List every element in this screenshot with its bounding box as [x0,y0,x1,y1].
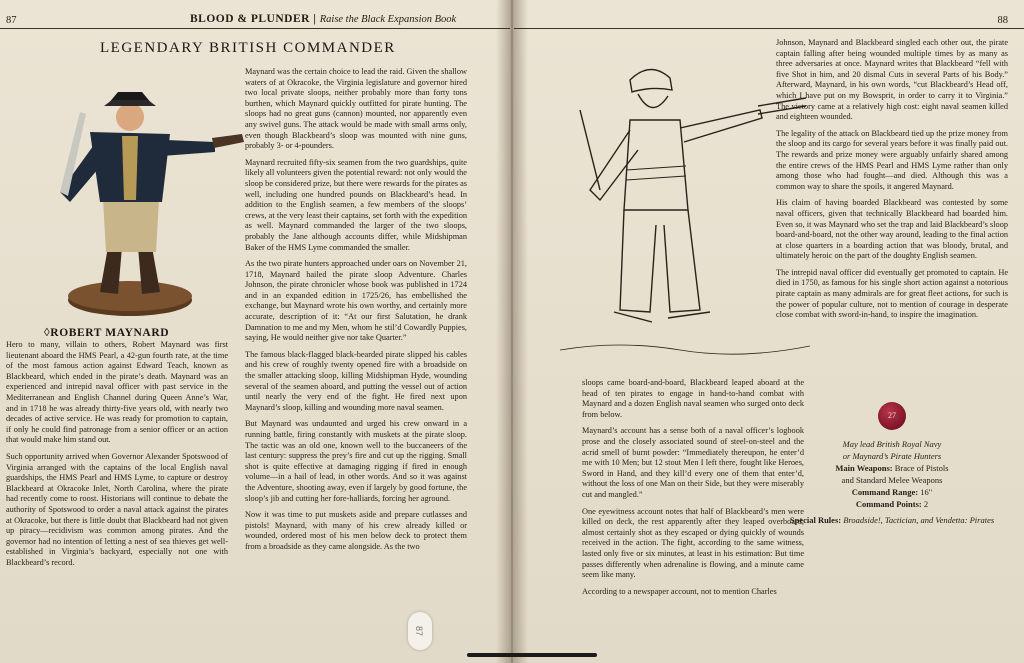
right-upper-column [776,38,1008,327]
home-indicator[interactable] [467,653,597,657]
commander-name: ◊ROBERT MAYNARD [44,327,170,339]
points-seal: 27 [878,402,906,430]
miniature-figure [30,72,245,322]
left-column [6,340,228,574]
paragraph: One eyewitness account notes that half of Blackbeard’s men were killed on deck, the rest apparently after they leaped overboard, almost certainly shot as they escaped or dying quickly of wounds received in the action. The fight, according to the same witness, lasted only five or six minutes, at least in his estimation: But time passes differently when adrenaline is flowing, and a minute came seem like many. [582,506,804,580]
right-header [514,10,1024,29]
stat-block [782,402,1002,526]
left-header [0,10,510,29]
main-weapons: Main Weapons: Brace of Pistols [835,463,949,473]
left-page [0,0,510,663]
page-indicator-tab[interactable]: 87 [408,612,432,650]
paragraph: sloops came board-and-board, Blackbeard leaped aboard at the head of ten pirates to engage in hand-to-hand combat with Maynard and a dozen English naval seamen who surged onto deck from below. [582,378,804,419]
paragraph: Now it was time to put muskets aside and prepare cutlasses and pistols! Maynard, with many of his crew already killed or wounded, ordered most of his men below deck to protect them from a broadside as they came alongside. As the two [245,510,467,551]
middle-column [245,67,467,559]
maynard-illustration [560,50,810,370]
page-title: LEGENDARY BRITISH COMMANDER [100,40,396,56]
paragraph: But Maynard was undaunted and urged his crew onward in a running battle, firing constantly with muskets at the pirate sloop. The tactic was an old one, known well to the buccaneers of the last century: suppress the prey’s fire and cut up the rigging. Small shot is quite effective at damaging rigging if fired in enough volume—in a hail of lead, in other words. And so it was against the Adventure, shooting away, even if largely by good fortune, the sloop’s jib and cutting her fore-halliards, forcing her aground. [245,419,467,503]
paragraph: Maynard was the certain choice to lead the raid. Given the shallow waters of at Okracoke, the Virginia legislature and governor hired two local private sloops, neither probably more than forty tons burthen, which Maynard quickly outfitted for pirate hunting. The sloops had no great guns (cannon) mounted, nor apparently even any swivel guns. The attack would be made with small arms only, even though Blackbeard’s sloop was mounted with nine guns, probably 3- or 4-pounders. [245,67,467,151]
right-page [514,0,1024,663]
may-lead-line: or Maynard’s Pirate Hunters [842,451,942,461]
book-gutter [496,0,528,663]
command-range: Command Range: 16" [851,487,933,497]
paragraph: Maynard’s account has a sense both of a naval officer’s logbook prose and the closely associated sound of steel-on-steel and the acrid smell of burnt powder: “Immediately thereupon, he enter’d me with 10 Men; but 12 stout Men I left there, fought like Heroes, Sword in Hand, and they kill’d every one of them that enter’d, without the loss of one Man on their Side, but they were miserably cut and mangled.” [582,426,804,499]
paragraph: Maynard recruited fifty-six seamen from the two guardships, quite likely all volunteers given the potential reward: not only would the sloop be considered prize, but there were rewards for the pirates as well, including one hundred pounds on Blackbeard’s head. In addition to the English seamen, a few members of the sloops’ crews, at the very least their captains, set forth with the expedition as well. Maynard commanded the larger of the two sloops, probably the Jane although accounts differ, while Midshipman Baker of the HMS Lyme commanded the smaller. [245,157,467,252]
may-lead-line: May lead British Royal Navy [842,439,942,449]
paragraph: Johnson, Maynard and Blackbeard singled each other out, the pirate captain falling after being wounded multiple times by as many as three adversaries at once. Maynard writes that Blackbeard “fell with five Shot in him, and 20 dismal Cuts in several Parts of his Body.” Afterward, Maynard, in his own words, “cut Blackbeard’s Head off, which I have put on my Bowsprit, in order to carry it to Virginia.” The victory came at a relatively high cost: eight naval seamen killed and eighteen wounded. [776,38,1008,122]
paragraph: According to a newspaper account, not to mention Charles [582,586,777,596]
right-lower-column [582,378,804,603]
left-page-number: 87 [6,15,17,26]
paragraph: As the two pirate hunters approached under oars on November 21, 1718, Maynard hailed the pirate sloop Adventure. Charles Johnson, the pirate chronicler whose book was published in 1724 and in an expanded edition in 1725/26, has embellished the exchange, but Maynard wrote his own worthy, and certainly more accurate, description of it: “At our first Salutation, he drank Damnation to me and my Men, whom he stil’d Cowardly Puppies, saying, He would neither give nor take Quarter.” [245,259,467,343]
running-head-book: Raise the Black Expansion Book [319,14,457,25]
right-page-number: 88 [997,15,1008,26]
paragraph: Hero to many, villain to others, Robert Maynard was first lieutenant aboard the HMS Pearl, a 42-gun fourth rate, at the time of the most famous action against Edward Teach, known as Blackbeard, which ended in the pirate’s death. Maynard was an experienced and intrepid naval officer with past service in the Mediterranean and English Channel during Queen Anne’s War, and in 1718 he was already thirty-five years old, with nearly two decades of active service. He was ready for promotion to captain, if only he could find patronage from a senior officer or an action that would make him stand out. [6,340,228,445]
paragraph: Such opportunity arrived when Governor Alexander Spotswood of Virginia arranged with the captains of the local English naval guardships, the HMS Pearl and HMS Lyme, to capture or destroy Blackbeard at Okracoke Inlet, North Carolina, where the pirate had recently come to roost. Historians will continue to debate the authority of Spotswood to order a naval attack against the pirates at Okracoke, but there is little doubt that Blackbeard had not given up piracy—recidivism was common among pirates. And the governor had no intention of letting a nest of sea thieves get well-established in Virginia’s backyard, especially not one with Blackbeard’s record. [6,451,228,567]
main-weapons-cont: and Standard Melee Weapons [841,475,943,485]
paragraph: His claim of having boarded Blackbeard was contested by some naval officers, given that technically Blackbeard had boarded him. Even so, it was Maynard who set the trap and laid Blackbeard’s sloop board-and-board, not the other way around, leading to the final action at close quarters in a boarding action that was bloody, brutal, and ultimately heroic on the part of the doughty English seamen. [776,198,1008,261]
running-head: BLOOD & PLUNDER | Raise the Black Expansion Book [190,13,457,25]
paragraph: The intrepid naval officer did eventually get promoted to captain. He died in 1750, as famous for his single short action against a notorious pirate captain as many admirals are for great fleet actions, for such is the power of popular culture, not to mention of courage in desperate close combat with sword-in-hand, to inspire the imagination. [776,267,1008,320]
special-rules: Special Rules: Broadside!, Tactician, and Vendetta: Pirates [789,515,995,525]
command-points: Command Points: 2 [855,499,929,509]
paragraph: The legality of the attack on Blackbeard tied up the prize money from the sloop and its cargo for several years before it was finally paid out. The rewards and prize money were arguably unfairly shared among the entire crews of the HMS Pearl and HMS Lyme rather than only among those who had fought—and died. Although this was a common way to share the spoils, it angered Maynard. [776,128,1008,191]
paragraph: The famous black-flagged black-bearded pirate slipped his cables and his crew of roughly twenty opened fire with a broadside on the smaller attacking sloop, killing Midshipman Hyde, wounding several of the seamen aboard, and putting the vessel out of action until nearly the very end of the fight. He fired next upon Maynard’s sloop, killing and wounding more naval seamen. [245,349,467,412]
